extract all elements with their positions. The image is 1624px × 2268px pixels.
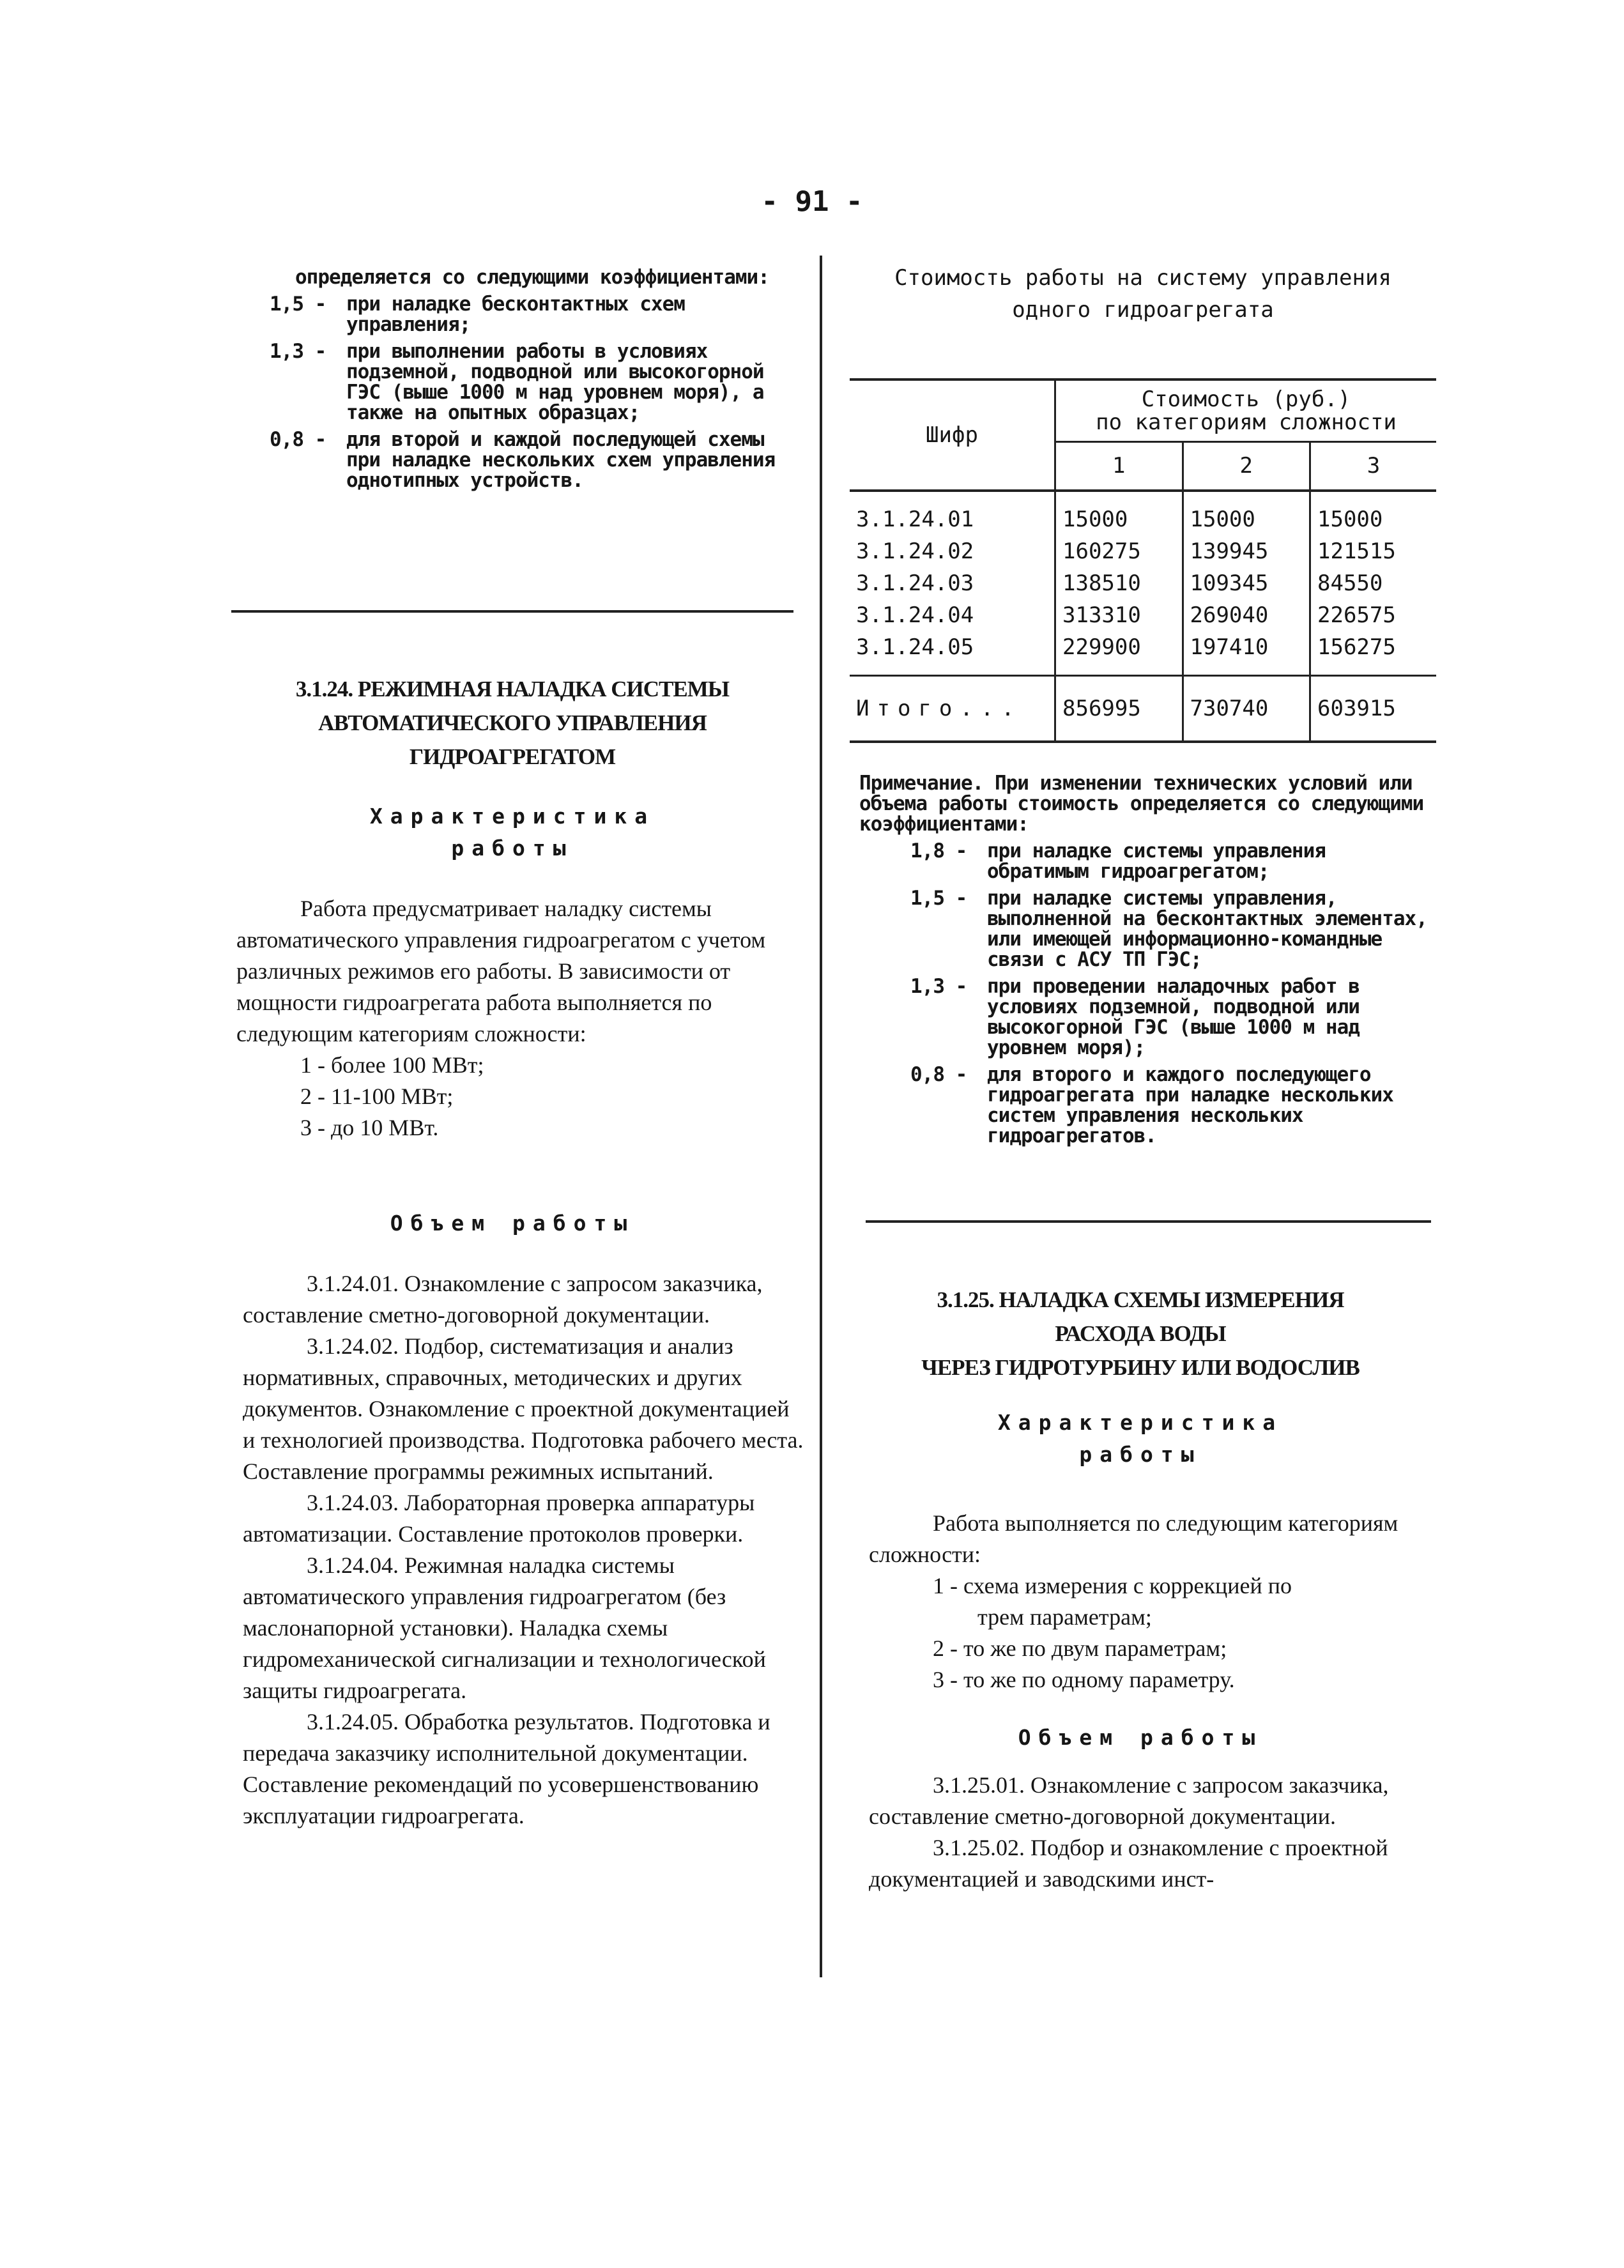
total-value: 856995 <box>1055 676 1183 742</box>
header-cost-line: Стоимость (руб.) <box>1141 386 1351 412</box>
section-heading-3-1-24 <box>231 672 793 774</box>
category-item: 1 - схема измерения с коррекцией по <box>933 1573 1292 1598</box>
left-coefficients <box>270 266 793 492</box>
row-value: 197410 <box>1183 631 1310 676</box>
cost-table <box>850 378 1436 743</box>
category-header: 2 <box>1183 441 1310 491</box>
row-value: 313310 <box>1055 599 1183 631</box>
characteristic-text <box>236 893 795 1144</box>
coef-text: при наладке бесконтактных схем управления; <box>346 293 685 336</box>
coef-text: для второго и каждого последующего гидроагрегата при наладке нескольких систем управления нескольких гидроагрегатов. <box>987 1063 1393 1147</box>
paragraph: Работа выполняется по следующим категориям сложности: <box>869 1510 1398 1567</box>
coef-text: при наладке системы управления обратимым гидроагрегатом; <box>987 839 1326 883</box>
volume-item: 3.1.24.02. Подбор, систематизация и анализ нормативных, справочных, методических и других документов. Ознакомление с проектной документацией и технологией производства. Подготовка рабочего места. Составление программы режимных испытаний. <box>243 1333 804 1484</box>
page-number: - 91 - <box>761 185 863 218</box>
heading-line: Характеристика <box>369 804 655 829</box>
characteristic-heading <box>846 1407 1434 1471</box>
title-line: Стоимость работы на систему управления <box>894 265 1391 291</box>
volume-item: 3.1.24.03. Лабораторная проверка аппаратуры автоматизации. Составление протоколов проверки. <box>243 1490 755 1547</box>
paragraph: Работа предусматривает наладку системы автоматического управления гидроагрегатом с учетом различных режимов его работы. В зависимости от мощности гидроагрегата работа выполняется по следующим категориям сложности: <box>236 896 766 1046</box>
row-code: 3.1.24.03 <box>856 571 974 596</box>
volume-heading: Объем работы <box>390 1211 635 1236</box>
section-rule <box>231 610 793 613</box>
coef-text: при проведении наладочных работ в условиях подземной, подводной или высокогорной ГЭС (выше 1000 м над уровнем моря); <box>987 975 1360 1059</box>
row-value: 109345 <box>1183 567 1310 599</box>
row-code: 3.1.24.04 <box>856 602 974 628</box>
category-item: 3 - то же по одному параметру. <box>933 1667 1235 1692</box>
coef-item <box>910 976 1434 1058</box>
volume-item: 3.1.24.01. Ознакомление с запросом заказчика, составление сметно-договорной документации. <box>243 1271 763 1328</box>
column-divider <box>820 256 822 1977</box>
coef-item <box>910 1064 1434 1146</box>
table-row <box>850 491 1436 535</box>
coef-text: для второй и каждой последующей схемы при наладке нескольких схем управления однотипных устройств. <box>346 428 776 492</box>
row-value: 15000 <box>1055 491 1183 535</box>
header-code: Шифр <box>926 422 978 448</box>
heading-line: Характеристика <box>997 1410 1283 1435</box>
row-value: 84550 <box>1310 567 1437 599</box>
table-row <box>850 535 1436 567</box>
category-item: 2 - то же по двум параметрам; <box>933 1636 1227 1661</box>
heading-line: 3.1.25. НАЛАДКА СХЕМЫ ИЗМЕРЕНИЯ <box>937 1287 1344 1312</box>
row-code: 3.1.24.02 <box>856 539 974 564</box>
volume-item: 3.1.24.05. Обработка результатов. Подготовка и передача заказчику исполнительной документации. Составление рекомендаций по усовершенствованию эксплуатации гидроагрегата. <box>243 1709 770 1828</box>
category-item: 3 - до 10 МВт. <box>300 1115 439 1140</box>
title-line: одного гидроагрегата <box>1012 297 1274 323</box>
row-value: 15000 <box>1310 491 1437 535</box>
category-item: трем параметрам; <box>977 1604 1152 1630</box>
row-value: 160275 <box>1055 535 1183 567</box>
coef-item <box>270 429 793 491</box>
heading-line: работы <box>451 836 574 861</box>
left-intro: определяется со следующими коэффициентами: <box>295 266 769 289</box>
coef-key: 0,8 - <box>270 428 326 451</box>
category-header: 1 <box>1055 441 1183 491</box>
coef-key: 0,8 - <box>910 1063 967 1086</box>
total-label: Итого... <box>856 696 1022 721</box>
row-code: 3.1.24.01 <box>856 507 974 532</box>
coef-key: 1,8 - <box>910 839 967 862</box>
volume-items <box>869 1770 1431 1895</box>
category-item: 1 - более 100 МВт; <box>300 1052 484 1078</box>
header-cost-line: по категориям сложности <box>1096 409 1397 435</box>
row-value: 138510 <box>1055 567 1183 599</box>
coef-text: при выполнении работы в условиях подземной, подводной или высокогорной ГЭС (выше 1000 м над уровнем моря), а также на опытных образцах; <box>346 340 764 424</box>
header-cost <box>1055 379 1437 441</box>
note-block <box>859 773 1434 1146</box>
category-item: 2 - 11-100 МВт; <box>300 1084 454 1109</box>
volume-items <box>243 1268 805 1832</box>
heading-line: АВТОМАТИЧЕСКОГО УПРАВЛЕНИЯ <box>318 710 707 735</box>
table-row <box>850 631 1436 676</box>
total-row <box>850 676 1436 742</box>
coef-key: 1,5 - <box>270 293 326 316</box>
note-intro: Примечание. При изменении технических условий или объема работы стоимость определяется со следующими коэффициентами: <box>859 772 1424 836</box>
row-value: 269040 <box>1183 599 1310 631</box>
section-heading-3-1-25 <box>846 1283 1434 1384</box>
coef-item <box>910 888 1434 970</box>
table-row <box>850 567 1436 599</box>
row-value: 139945 <box>1183 535 1310 567</box>
table-header-row <box>850 379 1436 441</box>
coef-item <box>910 841 1434 882</box>
row-value: 156275 <box>1310 631 1437 676</box>
table-title <box>850 262 1436 326</box>
total-value: 603915 <box>1310 676 1437 742</box>
table-row <box>850 599 1436 631</box>
volume-item: 3.1.25.02. Подбор и ознакомление с проектной документацией и заводскими инст- <box>869 1835 1388 1892</box>
characteristic-text <box>869 1508 1431 1696</box>
coef-key: 1,5 - <box>910 887 967 910</box>
total-value: 730740 <box>1183 676 1310 742</box>
coef-key: 1,3 - <box>270 340 326 363</box>
category-header: 3 <box>1310 441 1437 491</box>
heading-line: ГИДРОАГРЕГАТОМ <box>409 744 616 769</box>
heading-line: ЧЕРЕЗ ГИДРОТУРБИНУ ИЛИ ВОДОСЛИВ <box>921 1355 1360 1380</box>
row-value: 15000 <box>1183 491 1310 535</box>
volume-item: 3.1.24.04. Режимная наладка системы автоматического управления гидроагрегатом (без маслонапорной установки). Наладка схемы гидромеханической сигнализации и технологической защиты гидроагрегата. <box>243 1552 766 1703</box>
volume-item: 3.1.25.01. Ознакомление с запросом заказчика, составление сметно-договорной документации. <box>869 1772 1389 1829</box>
coef-key: 1,3 - <box>910 975 967 998</box>
row-value: 121515 <box>1310 535 1437 567</box>
characteristic-heading <box>231 801 793 864</box>
heading-line: работы <box>1079 1442 1202 1467</box>
heading-line: 3.1.24. РЕЖИМНАЯ НАЛАДКА СИСТЕМЫ <box>295 677 730 701</box>
row-value: 226575 <box>1310 599 1437 631</box>
coef-text: при наладке системы управления, выполненной на бесконтактных элементах, или имеющей информационно-командные связи с АСУ ТП ГЭС; <box>987 887 1427 971</box>
coef-item <box>270 341 793 423</box>
section-rule <box>866 1220 1431 1223</box>
coef-item <box>270 294 793 335</box>
row-value: 229900 <box>1055 631 1183 676</box>
row-code: 3.1.24.05 <box>856 634 974 660</box>
heading-line: РАСХОДА ВОДЫ <box>1055 1321 1226 1346</box>
volume-heading: Объем работы <box>1018 1725 1263 1750</box>
